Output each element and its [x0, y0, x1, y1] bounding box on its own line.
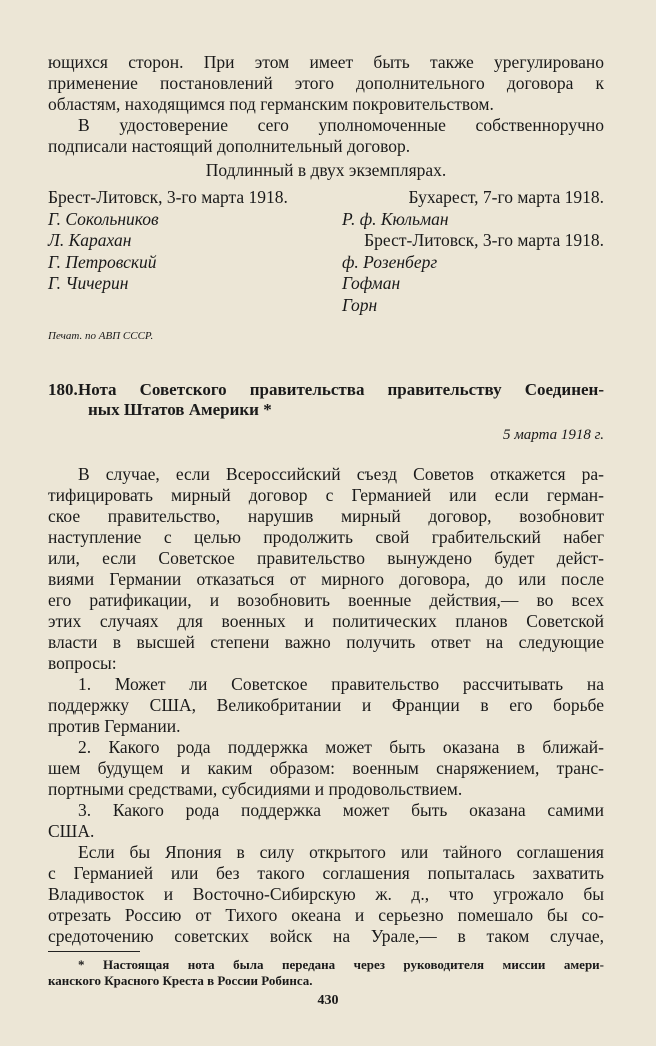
text-line: 2. Какого рода поддержка может быть оказана в ближай-: [78, 737, 604, 757]
text-line: В удостоверение сего уполномоченные собственноручно: [78, 115, 604, 135]
original-copies-note: Подлинный в двух экземплярах.: [205, 160, 447, 180]
text-line: Если бы Япония в силу открытого или тайного соглашения: [78, 842, 604, 862]
footnote-divider: [48, 951, 140, 952]
document-title-line: Нота Советского правительства правительству Соединен-: [78, 380, 604, 399]
signature-place: Брест-Литовск, 3-го марта 1918.: [364, 230, 604, 250]
signature-name: Г. Чичерин: [48, 273, 129, 293]
signatures-block: [48, 187, 604, 316]
text-line: тифицировать мирный договор с Германией или если герман-: [48, 485, 604, 505]
text-line: ющихся сторон. При этом имеет быть также урегулировано: [48, 52, 604, 72]
signature-place: Бухарест, 7-го марта 1918.: [408, 187, 604, 207]
signature-place: Брест-Литовск, 3-го марта 1918.: [48, 187, 288, 207]
text-line: поддержку США, Великобритании и Франции в его борьбе: [48, 695, 604, 715]
main-text: [48, 464, 604, 947]
text-line: или, если Советское правительство вынуждено будет дейст-: [48, 548, 604, 568]
signatures-left: [48, 187, 338, 316]
page: [48, 52, 604, 989]
text-line: против Германии.: [48, 716, 181, 736]
text-line: ское правительство, нарушив мирный договор, возобновит: [48, 506, 604, 526]
text-line: 3. Какого рода поддержка может быть оказана самими: [78, 800, 604, 820]
source-note: Печат. по АВП СССР.: [48, 330, 154, 342]
text-line: областям, находящимся под германским покровительством.: [48, 94, 494, 114]
text-line: Владивосток и Восточно-Сибирскую ж. д., что угрожало бы: [48, 884, 604, 904]
text-line: средоточению советских войск на Урале,— в таком случае,: [48, 926, 604, 946]
text-line: с Германией или без такого соглашения попыталась захватить: [48, 863, 604, 883]
signature-name: Р. ф. Кюльман: [342, 208, 449, 229]
footnote-line: канского Красного Креста в России Робинса.: [48, 973, 313, 988]
text-line: отрезать Россию от Тихого океана и серьезно помешало бы со-: [48, 905, 604, 925]
text-line: наступление с целью продолжить свой грабительский набег: [48, 527, 604, 547]
text-line: этих случаях для военных и политических планов Советской: [48, 611, 604, 631]
text-line: 1. Может ли Советское правительство рассчитывать на: [78, 674, 604, 694]
text-line: портными средствами, субсидиями и продовольствием.: [48, 779, 463, 799]
footnote-line: * Настоящая нота была передана через руководителя миссии амери-: [78, 957, 604, 972]
text-line: В случае, если Всероссийский съезд Советов откажется ра-: [78, 464, 604, 484]
signature-name: Г. Сокольников: [48, 208, 159, 229]
text-line: США.: [48, 821, 95, 841]
text-line: применение постановлений этого дополнительного договора к: [48, 73, 604, 93]
signature-name: Гофман: [342, 273, 401, 293]
document-date: 5 марта 1918 г.: [502, 427, 604, 443]
footnote: [48, 957, 604, 989]
text-line: шем будущем и каким образом: военным снаряжением, транс-: [48, 758, 604, 778]
text-line: вопросы:: [48, 653, 117, 673]
text-line: виями Германии отказаться от мирного договора, до или после: [48, 569, 604, 589]
signatures-right: [342, 187, 604, 316]
signature-name: ф. Розенберг: [342, 251, 438, 272]
document-number: 180.: [48, 380, 78, 399]
page-number: 430: [317, 993, 339, 1008]
text-line: его ратификации, и возобновить военные действия,— во всех: [48, 590, 604, 610]
signature-name: Л. Карахан: [48, 230, 132, 250]
signature-name: Г. Петровский: [48, 251, 157, 272]
text-line: подписали настоящий дополнительный договор.: [48, 136, 411, 156]
document-title-line: ных Штатов Америки *: [88, 400, 272, 419]
opening-text: [48, 52, 604, 181]
signature-name: Горн: [342, 294, 378, 315]
text-line: власти в высшей степени важно получить ответ на следующие: [48, 632, 604, 652]
document-heading: [48, 380, 604, 420]
